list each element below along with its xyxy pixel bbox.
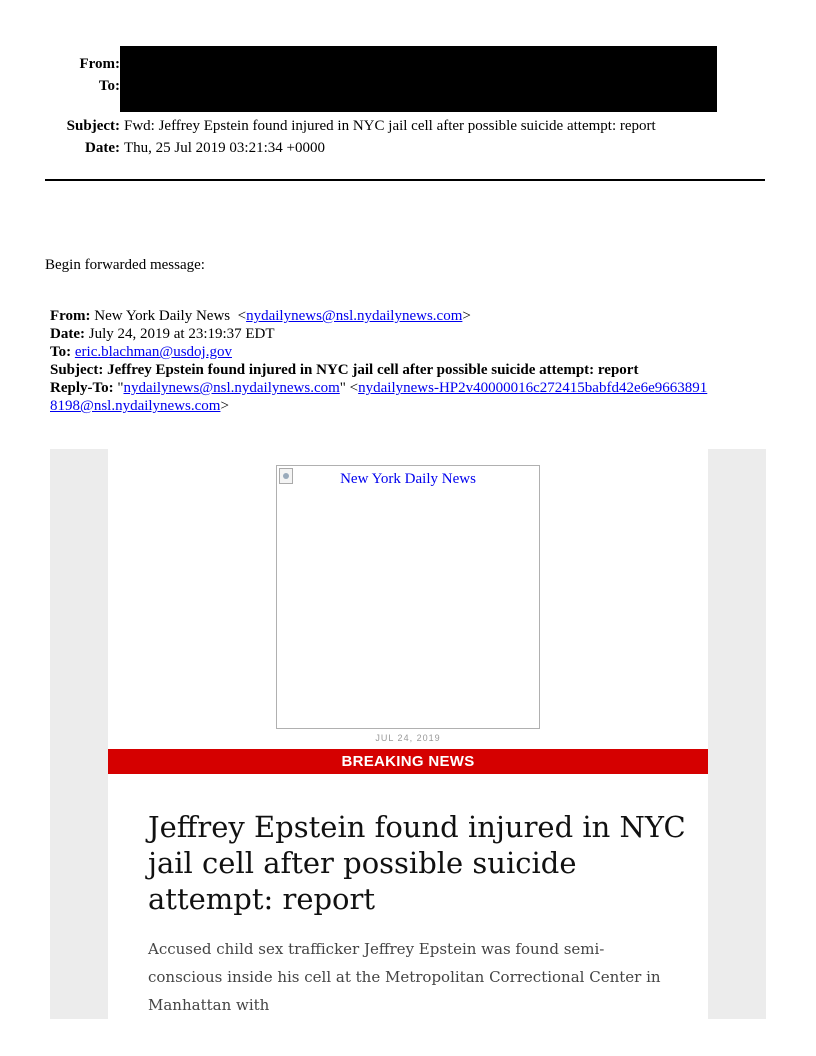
header-date-row (0, 139, 780, 157)
fwd-date-value: July 24, 2019 at 23:19:37 EDT (88, 326, 275, 342)
fwd-date-row (50, 325, 710, 343)
logo-image-placeholder[interactable] (276, 465, 540, 729)
fwd-to-email-link[interactable]: eric.blachman@usdoj.gov (74, 344, 232, 360)
header-to-row (0, 77, 120, 95)
redaction-block (120, 46, 717, 112)
email-body-background (50, 449, 766, 1019)
article-headline[interactable]: Jeffrey Epstein found injured in NYC jail cell after possible suicide attempt: report (148, 810, 686, 916)
fwd-reply-to-label: Reply-To: (50, 380, 114, 396)
fwd-to-label: To: (50, 344, 72, 360)
fwd-from-label: From: (50, 308, 91, 324)
header-divider (45, 179, 765, 181)
fwd-subject-value: Jeffrey Epstein found injured in NYC jail cell after possible suicide attempt: report (107, 362, 639, 378)
fwd-subject-label: Subject: (50, 362, 104, 378)
header-from-label: From: (79, 56, 120, 72)
fwd-reply-to-email-link[interactable]: nydailynews-HP2v40000016c272415babfd42e6e96638918198@nsl.nydailynews.com (50, 380, 708, 414)
header-date-value: Thu, 25 Jul 2019 03:21:34 +0000 (124, 140, 325, 156)
fwd-reply-to-row: Reply-To: "nydailynews@nsl.nydailynews.com" <nydailynews-HP2v40000016c272415babfd42e6e96638918198@nsl.nydailynews.com> (50, 380, 708, 414)
header-from-row (0, 55, 120, 73)
header-subject-value: Fwd: Jeffrey Epstein found injured in NYC jail cell after possible suicide attempt: report (124, 118, 656, 134)
fwd-subject-row (50, 361, 710, 379)
fwd-from-row: From: New York Daily News <nydailynews@nsl.nydailynews.com> (50, 308, 471, 324)
fwd-from-name: New York Daily News (94, 308, 231, 324)
fwd-date-label: Date: (50, 326, 85, 342)
header-date-label: Date: (85, 140, 120, 156)
header-subject-label: Subject: (66, 118, 120, 134)
header-subject-row (0, 117, 780, 135)
logo-alt-text[interactable]: New York Daily News (340, 471, 476, 487)
breaking-news-banner: BREAKING NEWS (108, 749, 708, 774)
header-to-label: To: (98, 78, 120, 94)
begin-forwarded-text: Begin forwarded message: (45, 257, 205, 273)
email-body-content (108, 449, 708, 1019)
fwd-reply-to-name-link[interactable]: nydailynews@nsl.nydailynews.com (123, 380, 340, 396)
forwarded-header (50, 307, 710, 415)
fwd-to-row (50, 343, 710, 361)
fwd-from-email-link[interactable]: nydailynews@nsl.nydailynews.com (246, 308, 463, 324)
newsletter-date: JUL 24, 2019 (375, 733, 441, 743)
article-paragraph: Accused child sex trafficker Jeffrey Epstein was found semi-conscious inside his cell at the Metropolitan Correctional Center in Manhattan with (148, 940, 661, 1014)
